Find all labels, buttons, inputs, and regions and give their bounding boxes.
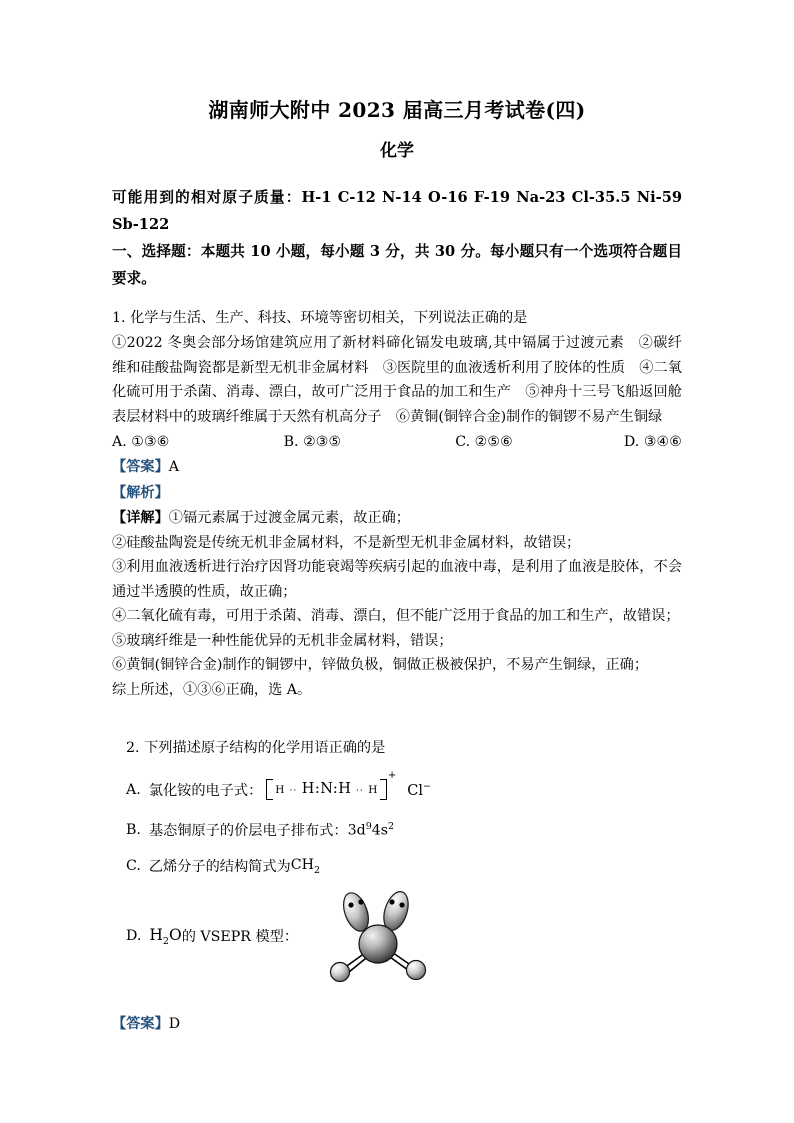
question-1-option-a[interactable]: [112, 430, 284, 455]
page-title: 湖南师大附中 2023 届高三月考试卷(四): [208, 98, 586, 122]
option-b-label: B.: [126, 822, 141, 839]
lewis-charge-superscript: +: [387, 770, 397, 782]
option-a-text: 氯化铵的电子式：: [148, 782, 263, 799]
option-d-label: D.: [126, 928, 142, 945]
copper-valence-configuration: [348, 821, 395, 839]
option-b-label: B.: [283, 434, 299, 451]
hydrogen-sphere-right: [407, 961, 426, 980]
exam-instructions: [112, 184, 682, 292]
option-c-text: ②⑤⑥: [474, 434, 513, 451]
water-tail: O: [168, 925, 182, 944]
lewis-middle-row: H:N:H: [301, 781, 352, 798]
ammonium-lewis-structure: [266, 770, 431, 800]
config-part-1-sup: 9: [365, 821, 372, 833]
ethene-subscript: 2: [313, 864, 321, 876]
bracket-group: [266, 779, 387, 800]
question-2-number: 2.: [126, 740, 140, 757]
option-d-text: 的 VSEPR 模型：: [181, 929, 299, 946]
question-1-detail-line-6: ⑥黄铜(铜锌合金)制作的铜锣中，锌做负极，铜做正极被保护，不易产生铜绿，正确；: [112, 657, 649, 674]
question-1-options: [112, 430, 682, 455]
question-2-option-c[interactable]: [112, 856, 682, 876]
question-1-detail-line-2: ②硅酸盐陶瓷是传统无机非金属材料，不是新型无机非金属材料，故错误；: [112, 534, 581, 551]
question-1-answer-value: A: [168, 459, 180, 476]
option-d-text: ③④⑥: [643, 434, 682, 451]
detail-label: 【详解】: [112, 510, 169, 527]
chloride-ion: [407, 781, 431, 799]
hydrogen-sphere-left: [331, 963, 350, 982]
option-c-label: C.: [126, 858, 141, 875]
question-1-stem: [112, 306, 682, 332]
question-2-option-b[interactable]: [112, 820, 682, 840]
config-part-1-base: 3d: [347, 823, 366, 840]
water-formula: [149, 926, 181, 947]
question-2-answer-value: D: [168, 1016, 181, 1033]
ethene-structural-formula: [291, 857, 320, 876]
question-2-option-d[interactable]: [112, 886, 682, 986]
option-c-text: 乙烯分子的结构简式为: [148, 859, 291, 876]
question-1-analysis-label-line: [112, 481, 682, 507]
lewis-bottom-atom: H: [368, 784, 378, 797]
chloride-charge: −: [423, 780, 431, 792]
question-1-stem-text: 化学与生活、生产、科技、环境等密切相关，下列说法正确的是: [130, 309, 528, 326]
config-part-2-sup: 2: [388, 821, 395, 833]
question-1-option-c[interactable]: [455, 430, 624, 455]
ethene-base: CH: [290, 856, 314, 873]
question-1-detail-line-7: 综上所述，①③⑥正确，选 A。: [112, 681, 312, 698]
analysis-label: 【解析】: [112, 484, 169, 501]
detail-text-1: ①镉元素属于过渡金属元素，故正确；: [168, 510, 410, 527]
water-vsepr-model-icon: [324, 886, 432, 986]
central-atom-sphere: [359, 925, 397, 963]
question-1: [112, 306, 682, 703]
question-1-detail-line-1: [112, 506, 682, 531]
option-a-label: A.: [112, 434, 127, 451]
question-1-option-b[interactable]: [284, 430, 456, 455]
question-1-detail-line-5: ⑤玻璃纤维是一种性能优异的无机非金属材料，错误；: [112, 632, 453, 649]
question-2-stem: [112, 736, 682, 761]
option-b-text: ②③⑤: [303, 434, 342, 451]
question-1-detail-line-3: ③利用血液透析进行治疗因肾功能衰竭等疾病引起的血液中毒，是利用了血液是胶体，不会通过半透膜的性质，故正确；: [112, 559, 682, 600]
question-2-stem-text: 下列描述原子结构的化学用语正确的是: [144, 740, 386, 757]
answer-label: 【答案】: [112, 1016, 169, 1033]
question-1-answer-line: [112, 455, 682, 481]
question-2-answer-line: [112, 1012, 682, 1038]
question-2-option-a[interactable]: [112, 770, 682, 800]
option-d-label: D.: [623, 434, 640, 451]
vsepr-svg: [324, 886, 432, 986]
question-1-number: 1.: [112, 309, 126, 326]
lewis-top-dots: ··: [289, 786, 298, 797]
option-b-text: 基态铜原子的价层电子排布式：: [148, 823, 348, 840]
question-1-statements: ①2022 冬奥会部分场馆建筑应用了新材料碲化镉发电玻璃,其中镉属于过渡元素 ②碳纤维和硅酸盐陶瓷都是新型无机非金属材料 ③医院里的血液透析利用了胶体的性质 ④二氧化硫可用于杀菌、消毒、漂白，故可广泛用于食品的加工和生产 ⑤神舟十三号飞船返回舱表层材料中的玻璃纤维属于天然有机高分子 ⑥黄铜(铜锌合金)制作的铜锣不易产生铜绿: [112, 335, 682, 425]
question-2: [112, 736, 682, 1038]
option-a-label: A.: [126, 781, 141, 798]
page-subtitle: 化学: [380, 141, 414, 161]
option-c-label: C.: [455, 434, 471, 451]
atomic-mass-line: 可能用到的相对原子质量：H-1 C-12 N-14 O-16 F-19 Na-23 Cl-35.5 Ni-59 Sb-122: [112, 188, 682, 233]
answer-label: 【答案】: [112, 459, 169, 476]
water-base: H: [149, 925, 163, 944]
water-subscript: 2: [162, 935, 169, 947]
question-1-option-d[interactable]: [624, 430, 682, 455]
lewis-top-atom: H: [275, 784, 285, 797]
config-part-2-base: 4s: [371, 823, 389, 840]
section-one-header: 一、选择题：本题共 10 小题，每小题 3 分，共 30 分。每小题只有一个选项符合题目要求。: [112, 242, 682, 287]
question-1-detail-line-4: ④二氧化硫有毒，可用于杀菌、消毒、漂白，但不能广泛用于食品的加工和生产，故错误；: [112, 608, 680, 625]
chloride-symbol: Cl: [407, 782, 424, 799]
lewis-bottom-dots: ··: [355, 786, 364, 797]
option-a-text: ①③⑥: [131, 434, 170, 451]
